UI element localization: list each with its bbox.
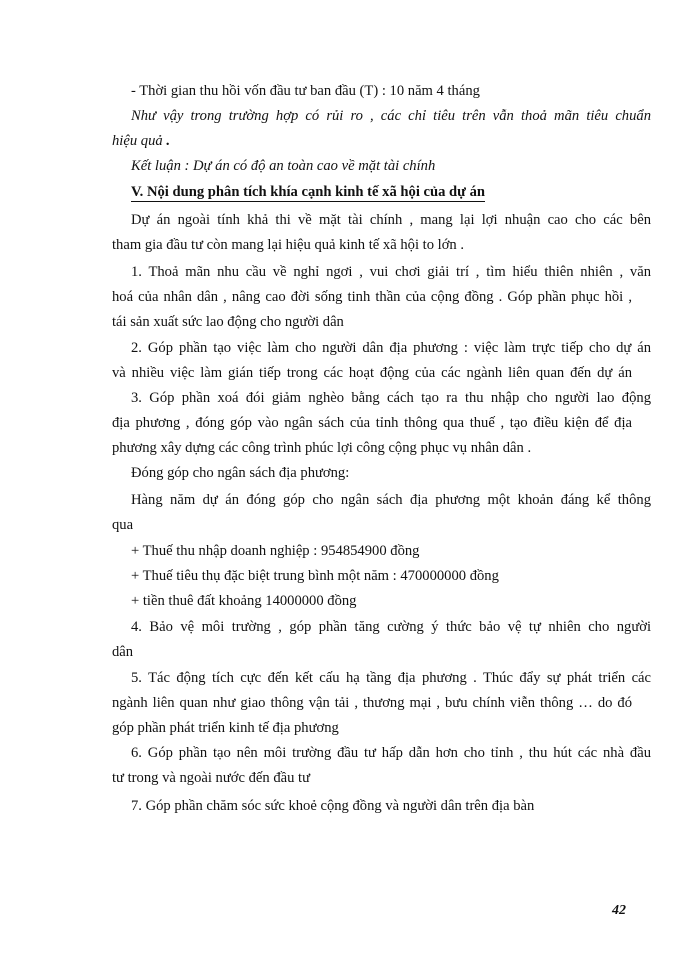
item-6-line-2: tư trong và ngoài nước đến đầu tư (112, 770, 311, 786)
payback-period-line: - Thời gian thu hồi vốn đầu tư ban đầu (T) : 10 năm 4 tháng (131, 83, 480, 99)
item-1-line-1: 1. Thoả mãn nhu cầu về nghỉ ngơi , vui chơi giải trí , tìm hiểu thiên nhiên , văn (131, 264, 651, 280)
item-6-line-1: 6. Góp phần tạo nên môi trường đầu tư hấp dẫn hơn cho tỉnh , thu hút các nhà đầu (131, 745, 651, 761)
tax-item-special: + Thuế tiêu thụ đặc biệt trung bình một năm : 470000000 đồng (131, 568, 499, 584)
tax-item-corporate: + Thuế thu nhập doanh nghiệp : 954854900 đồng (131, 543, 420, 559)
section-heading: V. Nội dung phân tích khía cạnh kinh tế xã hội của dự án (131, 184, 485, 200)
item-1-line-2: hoá của nhân dân , nâng cao đời sống tinh thần của cộng đồng . Góp phần phục hồi , (112, 289, 632, 305)
budget-line-2: qua (112, 517, 134, 533)
item-5-line-3: góp phần phát triển kinh tế địa phương (112, 720, 339, 736)
tax-item-land: + tiền thuê đất khoảng 14000000 đồng (131, 593, 357, 609)
item-4-line-2: dân (112, 644, 134, 660)
risk-note-line-2 (112, 132, 632, 150)
item-5-line-2: ngành liên quan như giao thông vận tải , thương mại , bưu chính viễn thông … do đó (112, 695, 632, 711)
risk-note-period: . (162, 133, 170, 149)
risk-note-emphasis: hiệu quả (112, 133, 163, 149)
conclusion-line: Kết luận : Dự án có độ an toàn cao về mặt tài chính (131, 158, 436, 174)
item-3-line-1: 3. Góp phần xoá đói giảm nghèo bằng cách tạo ra thu nhập cho người lao động (131, 390, 651, 406)
item-1-line-3: tái sản xuất sức lao động cho người dân (112, 314, 344, 330)
item-2-line-2: và nhiều việc làm gián tiếp trong các hoạt động của các ngành liên quan đến dự án (112, 365, 632, 381)
intro-line-1: Dự án ngoài tính khả thi về mặt tài chính , mang lại lợi nhuận cao cho các bên (131, 212, 651, 228)
item-3-line-3: phương xây dựng các công trình phúc lợi công cộng phục vụ nhân dân . (112, 440, 532, 456)
item-4-line-1: 4. Bảo vệ môi trường , góp phần tăng cường ý thức bảo vệ tự nhiên cho người (131, 619, 651, 635)
item-7-line-1: 7. Góp phần chăm sóc sức khoẻ cộng đồng và người dân trên địa bàn (131, 798, 535, 814)
page-number: 42 (612, 903, 626, 918)
item-3-line-2: địa phương , đóng góp vào ngân sách của tỉnh thông qua thuế , tạo điều kiện để địa (112, 415, 632, 431)
budget-title: Đóng góp cho ngân sách địa phương: (131, 465, 350, 481)
intro-line-2: tham gia đầu tư còn mang lại hiệu quả kinh tế xã hội to lớn . (112, 237, 465, 253)
item-2-line-1: 2. Góp phần tạo việc làm cho người dân địa phương : việc làm trực tiếp cho dự án (131, 340, 651, 356)
item-5-line-1: 5. Tác động tích cực đến kết cấu hạ tầng địa phương . Thúc đẩy sự phát triển các (131, 670, 651, 686)
budget-line-1: Hàng năm dự án đóng góp cho ngân sách địa phương một khoản đáng kể thông (131, 492, 651, 508)
risk-note-line-1: Như vậy trong trường hợp có rủi ro , các chỉ tiêu trên vẫn thoả mãn tiêu chuẩn (131, 108, 651, 124)
